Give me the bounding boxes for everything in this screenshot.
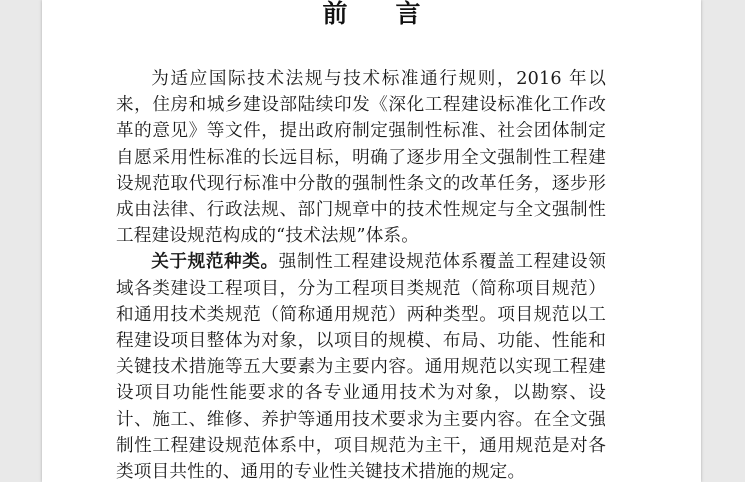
document-body (116, 66, 606, 482)
page-heading: 前言 (322, 0, 469, 28)
paragraph-text: 强制性工程建设规范体系覆盖工程建设领域各类建设工程项目，分为工程项目类规范（简称项目规范）和通用技术类规范（简称通用规范）两种类型。项目规范以工程建设项目整体为对象，以项目的规模、布局、功能、性能和关键技术措施等五大要素为主要内容。通用规范以实现工程建设项目功能性能要求的各专业通用技术为对象，以勘察、设计、施工、维修、养护等通用技术要求为主要内容。在全文强制性工程建设规范体系中，项目规范为主干，通用规范是对各类项目共性的、通用的专业性关键技术措施的规定。 (116, 252, 606, 482)
paragraph-lead: 关于规范种类。 (151, 251, 279, 273)
paragraph-intro (116, 66, 606, 249)
paragraph-spec-types (116, 249, 606, 482)
document-page (42, 0, 701, 482)
paragraph-text: 为适应国际技术法规与技术标准通行规则，2016 年以来，住房和城乡建设部陆续印发《深化工程建设标准化工作改革的意见》等文件，提出政府制定强制性标准、社会团体制定自愿采用性标准的长远目标，明确了逐步用全文强制性工程建设规范取代现行标准中分散的强制性条文的改革任务，逐步形成由法律、行政法规、部门规章中的技术性规定与全文强制性工程建设规范构成的“技术法规”体系。 (116, 69, 606, 247)
